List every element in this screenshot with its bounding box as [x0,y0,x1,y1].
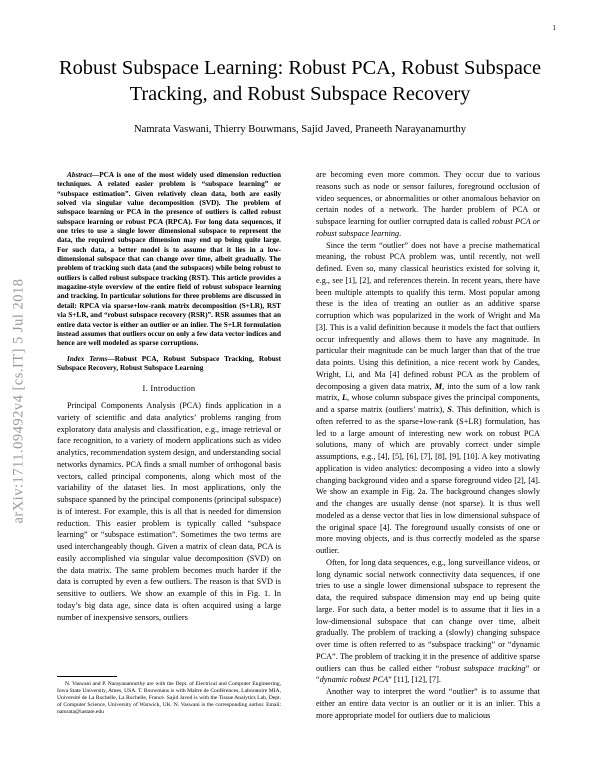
index-terms-label: Index Terms [67,354,108,363]
left-column [57,171,281,623]
matrix-symbol: L [341,393,348,403]
intro-paragraph: Principal Components Analysis (PCA) finds application in a variety of scientific and data analytics’ problems ranging from exploratory data analysis and classification, e.g., image retrieval or face recognition, to a variety of modern applications such as video analytics, recommendation system design, and understanding social networks dynamics. PCA finds a small number of orthogonal basis vectors, called principal components, along which most of the variability of the dataset lies. In most applications, only the subspace spanned by the principal components (principal subspace) is of interest. For example, this is all that is needed for dimension reduction. This easier problem is typically called “subspace learning” or “subspace estimation”. Sometimes the two terms are used interchangeably though. Given a matrix of clean data, PCA is easily accomplished via singular value decomposition (SVD) on the data matrix. The same problem becomes much harder if the data is corrupted by even a few outliers. The reason is that SVD is sensitive to outliers. We show an example of this in Fig. 1. In today’s big data age, since data is often acquired using a large number of inexpensive sensors, outliers [57,401,281,622]
paper-title: Robust Subspace Learning: Robust PCA, Robust Subspace Tracking, and Robust Subspace Recovery [59,57,541,105]
abstract [57,171,281,349]
index-terms-text: —Robust PCA, Robust Subspace Tracking, Robust Subspace Recovery, Robust Subspace Learning [57,354,281,372]
body-text: ” or “ [316,663,540,685]
abstract-label: Abstract [67,171,92,179]
body-text: ” [11], [12], [7]. [388,675,441,685]
index-terms [57,355,281,374]
right-column [316,169,540,721]
abstract-text: —PCA is one of the most widely used dimension reduction techniques. A related easier problem is “subspace learning” or “subspace estimation”. Given relatively clean data, both are easily solved via singular value decomposition (SVD). The problem of subspace learning or PCA in the presence of outliers is called robust subspace learning or robust PCA (RPCA). For long data sequences, if one tries to use a single lower dimensional subspace to represent the data, the required subspace dimension may end up being quite large. For such data, a better model is to assume that it lies in a low-dimensional subspace that can change over time, albeit gradually. The problem of tracking such data (and the subspaces) while being robust to outliers is called robust subspace tracking (RST). This article provides a magazine-style overview of the entire field of robust subspace learning and tracking. In particular solutions for three problems are discussed in detail: RPCA via sparse+low-rank matrix decomposition (S+LR), RST via S+LR, and “robust subspace recovery (RSR)”. RSR assumes that an entire data vector is either an outlier or an inlier. The S+LR formulation instead assumes that outliers occur on only a few data vector indices and hence are well modeled as sparse corruptions. [57,171,281,348]
body-text: are becoming even more common. They occur due to various reasons such as node or sensor failures, foreground occlusion of video sequences, or abnormalities or other anomalous behavior on certain nodes of a network. The harder problem of PCA or subspace learning for outlier corrupted data is called [316,170,540,226]
emphasis-text: dynamic robust PCA [319,675,389,685]
body-text: , whose column subspace gives the principal components, and a sparse matrix (outliers’ matrix), [316,393,540,414]
emphasis-text: robust subspace tracking [439,663,526,673]
paper-authors: Namrata Vaswani, Thierry Bouwmans, Sajid Javed, Praneeth Narayanamurthy [133,124,467,135]
footnote-rule [57,676,117,677]
matrix-symbol: M [434,381,443,391]
body-text: . This definition, which is often referred to as the sparse+low-rank (S+LR) formulation, has led to a large amount of interesting new work on robust PCA solutions, many of which are provably correct under simple assumptions, e.g., [4], [5], [6], [7], [8], [9], [10]. A key motivating application is video analytics: decomposing a video into a slowly changing background video and a sparse foreground video [2], [4]. We show an example in Fig. 2a. The background changes slowly and the changes are usually dense (not sparse). It is thus well modeled as a dense vector that lies in low dimensional subspace of the original space [4]. The foreground usually consists of one or more moving objects, and is thus correctly modeled as the sparse outlier. [316,405,541,555]
arxiv-stamp [11,236,27,566]
matrix-symbol: S [447,405,452,414]
body-text: . [399,228,402,238]
body-paragraph-continued [316,169,540,240]
body-paragraph-outlier-definition [316,240,540,557]
arxiv-stamp-text: arXiv:1711.09492v4 [cs.IT] 5 Jul 2018 [10,278,27,524]
body-paragraph-subspace-tracking [316,557,540,686]
body-text: Often, for long data sequences, e.g., long surveillance videos, or long dynamic social network connectivity data sequences, if one tries to use a single lower dimensional subspace to represent the data, the required subspace dimension may end up being quite large. For such data, a better model is to assume that it lies in a low-dimensional subspace that can change over time, albeit gradually. The problem of tracking a (slowly) changing subspace over time is often referred to as “subspace tracking” or “dynamic PCA”. The problem of tracking it in the presence of additive sparse outliers can thus be called either “ [316,557,540,673]
body-text: , into the sum of a low rank matrix, [316,381,541,403]
section-heading: I. Introduction [142,384,196,394]
page-number: 1 [552,24,556,32]
emphasis-text: robust PCA or robust subspace learning [316,217,540,238]
affiliation-footnote: N. Vaswani and P. Narayanamurthy are with the Dept. of Electrical and Computer Engineering, Iowa State University, Ames, USA. T. Bouwmans is with Maître de Conférences, Laboratoire MIA, Université de La Rochelle, La Rochelle, France. Sajid Javed is with the Tissue Analytics Lab, Dept. of Computer Science, University of Warwick, UK. N. Vaswani is the corresponding author. Email: namrata@iastate.edu [57,681,281,716]
body-text: Since the term “outlier” does not have a precise mathematical meaning, the robust PCA problem was, until recently, not well defined. Even so, many classical heuristics existed for solving it, e.g., see [1], [2], and references therein. In recent years, there have been multiple attempts to qualify this term. Most popular among these is the idea of treating an outlier as an additive sparse corruption which was popularized in the work of Wright and Ma [3]. This is a valid definition because it models the fact that outliers occur infrequently and allows them to have any magnitude. In particular their magnitude can be much larger than that of the true data points. Using this definition, a nice recent work by Candes, Wright, Li, and Ma [4] defined robust PCA as the problem of decomposing a given data matrix, [316,240,540,391]
body-paragraph-outlier-interpretation: Another way to interpret the word “outlier” is to assume that either an entire data vector is an outlier or it is an inlier. This a more appropriate model for outliers due to malicious [316,687,540,720]
